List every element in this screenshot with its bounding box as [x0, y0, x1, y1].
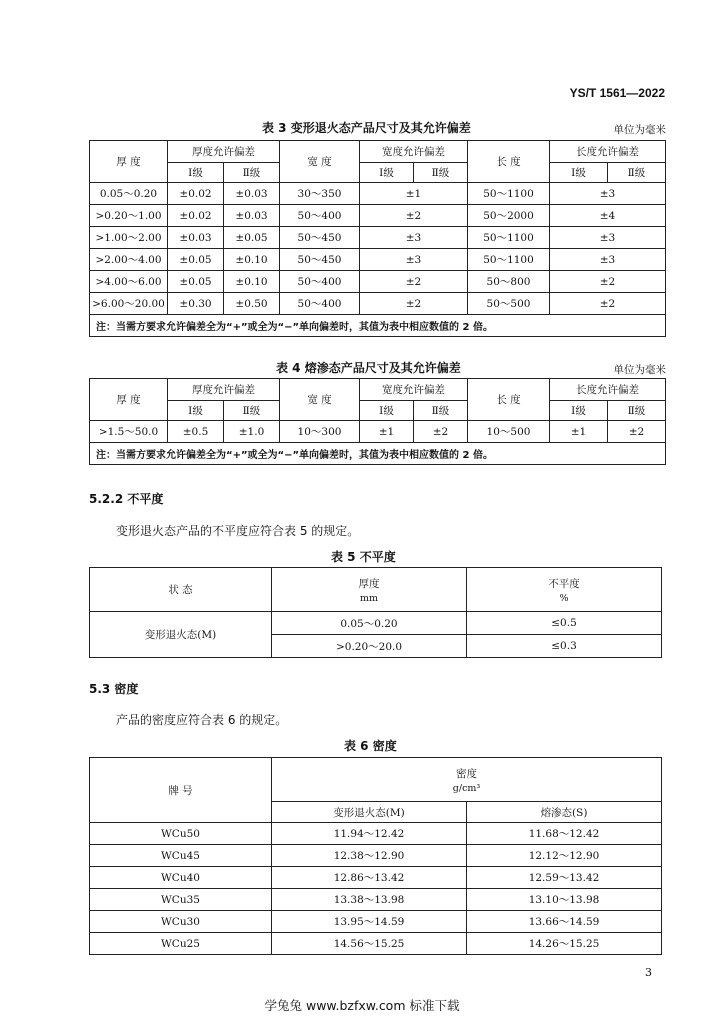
cell-flatness: ≤0.3 — [467, 635, 662, 658]
cell-length-tol: ±2 — [550, 271, 666, 293]
cell-density-m: 12.86～13.42 — [272, 867, 467, 889]
cell-width-tol2: ±2 — [414, 421, 468, 443]
table5 — [89, 567, 662, 658]
table3-note: 注：当需方要求允许偏差全为“+”或全为“−”单向偏差时，其值为表中相应数值的 2 倍。 — [90, 315, 666, 337]
cell-length: 50～500 — [468, 293, 550, 315]
cell-width: 50～400 — [280, 205, 360, 227]
page-number: 3 — [645, 966, 652, 979]
th-state: 状 态 — [90, 568, 272, 612]
th-grade2: Ⅱ级 — [224, 163, 280, 183]
th-length-tolerance: 长度允许偏差 — [550, 379, 666, 401]
cell-width: 10～300 — [280, 421, 360, 443]
th-grade2: Ⅱ级 — [414, 163, 468, 183]
cell-density-s: 14.26～15.25 — [467, 933, 662, 955]
cell-tol2: ±0.03 — [224, 205, 280, 227]
th-grade1: Ⅰ级 — [168, 163, 224, 183]
cell-density-s: 11.68～12.42 — [467, 823, 662, 845]
cell-tol1: ±0.30 — [168, 293, 224, 315]
th-length-tolerance: 长度允许偏差 — [550, 141, 666, 163]
cell-density-m: 11.94～12.42 — [272, 823, 467, 845]
th-grade1: Ⅰ级 — [550, 163, 608, 183]
table-row — [90, 205, 666, 227]
cell-thickness: >1.00～2.00 — [90, 227, 168, 249]
cell-length-tol: ±3 — [550, 227, 666, 249]
cell-width-tol: ±3 — [360, 249, 468, 271]
th-grade1: Ⅰ级 — [550, 401, 608, 421]
cell-thickness: 0.05～0.20 — [272, 612, 467, 635]
cell-tol1: ±0.02 — [168, 183, 224, 205]
cell-length: 50～800 — [468, 271, 550, 293]
cell-thickness: >1.5～50.0 — [90, 421, 168, 443]
section-5-3-text: 产品的密度应符合表 6 的规定。 — [116, 713, 288, 727]
cell-width-tol: ±2 — [360, 205, 468, 227]
cell-grade: WCu40 — [90, 867, 272, 889]
cell-length: 10～500 — [468, 421, 550, 443]
cell-width: 50～450 — [280, 227, 360, 249]
th-flatness: 不平度 % — [467, 568, 662, 612]
cell-tol2: ±0.50 — [224, 293, 280, 315]
cell-length-tol: ±2 — [550, 293, 666, 315]
table4-unit: 单位为毫米 — [613, 364, 666, 376]
table-row — [90, 823, 662, 845]
cell-density-s: 13.66～14.59 — [467, 911, 662, 933]
table3 — [89, 140, 666, 337]
cell-width: 50～450 — [280, 249, 360, 271]
section-5-2-2-text: 变形退火态产品的不平度应符合表 5 的规定。 — [116, 524, 360, 538]
table4 — [89, 378, 666, 465]
th-thickness: 厚 度 — [90, 141, 168, 183]
cell-tol2: ±0.10 — [224, 249, 280, 271]
table4-note: 注：当需方要求允许偏差全为“+”或全为“−”单向偏差时，其值为表中相应数值的 2 倍。 — [90, 443, 666, 465]
cell-grade: WCu45 — [90, 845, 272, 867]
th-thickness: 厚 度 — [90, 379, 168, 421]
th-thickness: 厚度 mm — [272, 568, 467, 612]
standard-number: YS/T 1561—2022 — [569, 86, 665, 100]
cell-length: 50～2000 — [468, 205, 550, 227]
th-width-tolerance: 宽度允许偏差 — [360, 379, 468, 401]
table-row — [90, 933, 662, 955]
table-row — [90, 845, 662, 867]
cell-tol1: ±0.03 — [168, 227, 224, 249]
th-length: 长 度 — [468, 379, 550, 421]
th-infiltrated: 熔渗态(S) — [467, 802, 662, 823]
th-thickness-tolerance: 厚度允许偏差 — [168, 379, 280, 401]
cell-flatness: ≤0.5 — [467, 612, 662, 635]
cell-length: 50～1100 — [468, 183, 550, 205]
cell-tol2: ±0.03 — [224, 183, 280, 205]
table-row — [90, 911, 662, 933]
table-row — [90, 867, 662, 889]
cell-length: 50～1100 — [468, 249, 550, 271]
cell-width-tol1: ±1 — [360, 421, 414, 443]
cell-state: 变形退火态(M) — [90, 612, 272, 658]
cell-length-tol: ±4 — [550, 205, 666, 227]
cell-width: 30～350 — [280, 183, 360, 205]
cell-grade: WCu35 — [90, 889, 272, 911]
table4-caption: 表 4 熔渗态产品尺寸及其允许偏差 — [276, 361, 461, 375]
th-grade2: Ⅱ级 — [608, 401, 666, 421]
cell-density-s: 12.59～13.42 — [467, 867, 662, 889]
table6-caption: 表 6 密度 — [344, 739, 397, 753]
cell-grade: WCu25 — [90, 933, 272, 955]
cell-thickness: >6.00～20.00 — [90, 293, 168, 315]
table3-unit: 单位为毫米 — [613, 124, 666, 136]
cell-density-m: 14.56～15.25 — [272, 933, 467, 955]
table3-caption: 表 3 变形退火态产品尺寸及其允许偏差 — [262, 121, 471, 135]
table3-body — [90, 183, 666, 337]
cell-width-tol: ±2 — [360, 293, 468, 315]
cell-thickness: >2.00～4.00 — [90, 249, 168, 271]
cell-density-s: 12.12～12.90 — [467, 845, 662, 867]
section-5-2-2-title: 5.2.2 不平度 — [89, 492, 164, 506]
th-width: 宽 度 — [280, 379, 360, 421]
table-row — [90, 249, 666, 271]
cell-thickness: >0.20～20.0 — [272, 635, 467, 658]
th-width: 宽 度 — [280, 141, 360, 183]
cell-density-m: 12.38～12.90 — [272, 845, 467, 867]
cell-thickness: >0.20～1.00 — [90, 205, 168, 227]
th-length: 长 度 — [468, 141, 550, 183]
cell-density-s: 13.10～13.98 — [467, 889, 662, 911]
table-row — [90, 889, 662, 911]
footer-watermark: 学兔兔 www.bzfxw.com 标准下载 — [264, 998, 460, 1013]
cell-length-tol: ±3 — [550, 183, 666, 205]
th-thickness-tolerance: 厚度允许偏差 — [168, 141, 280, 163]
cell-grade: WCu30 — [90, 911, 272, 933]
th-density: 密度 g/cm³ — [272, 758, 662, 802]
section-5-3-title: 5.3 密度 — [89, 682, 139, 696]
table-row — [90, 183, 666, 205]
cell-tol2: ±0.05 — [224, 227, 280, 249]
table-row — [90, 421, 666, 443]
cell-thickness: >4.00～6.00 — [90, 271, 168, 293]
table-row — [90, 293, 666, 315]
th-grade2: Ⅱ级 — [608, 163, 666, 183]
table-row — [90, 271, 666, 293]
th-grade: 牌 号 — [90, 758, 272, 823]
cell-tol2: ±1.0 — [224, 421, 280, 443]
th-grade1: Ⅰ级 — [168, 401, 224, 421]
th-width-tolerance: 宽度允许偏差 — [360, 141, 468, 163]
cell-width-tol: ±3 — [360, 227, 468, 249]
cell-tol2: ±0.10 — [224, 271, 280, 293]
cell-width-tol: ±1 — [360, 183, 468, 205]
th-grade1: Ⅰ级 — [360, 163, 414, 183]
cell-length: 50～1100 — [468, 227, 550, 249]
th-grade2: Ⅱ级 — [224, 401, 280, 421]
cell-length-tol1: ±1 — [550, 421, 608, 443]
th-grade2: Ⅱ级 — [414, 401, 468, 421]
th-grade1: Ⅰ级 — [360, 401, 414, 421]
cell-thickness: 0.05～0.20 — [90, 183, 168, 205]
cell-width: 50～400 — [280, 271, 360, 293]
cell-tol1: ±0.02 — [168, 205, 224, 227]
table5-caption: 表 5 不平度 — [331, 550, 396, 564]
cell-tol1: ±0.05 — [168, 271, 224, 293]
cell-density-m: 13.95～14.59 — [272, 911, 467, 933]
table-row — [90, 612, 662, 635]
table6 — [89, 757, 662, 955]
cell-density-m: 13.38～13.98 — [272, 889, 467, 911]
table-row — [90, 227, 666, 249]
cell-width: 50～400 — [280, 293, 360, 315]
cell-length-tol2: ±2 — [608, 421, 666, 443]
cell-tol1: ±0.5 — [168, 421, 224, 443]
cell-tol1: ±0.05 — [168, 249, 224, 271]
cell-length-tol: ±3 — [550, 249, 666, 271]
cell-grade: WCu50 — [90, 823, 272, 845]
th-annealed: 变形退火态(M) — [272, 802, 467, 823]
cell-width-tol: ±2 — [360, 271, 468, 293]
